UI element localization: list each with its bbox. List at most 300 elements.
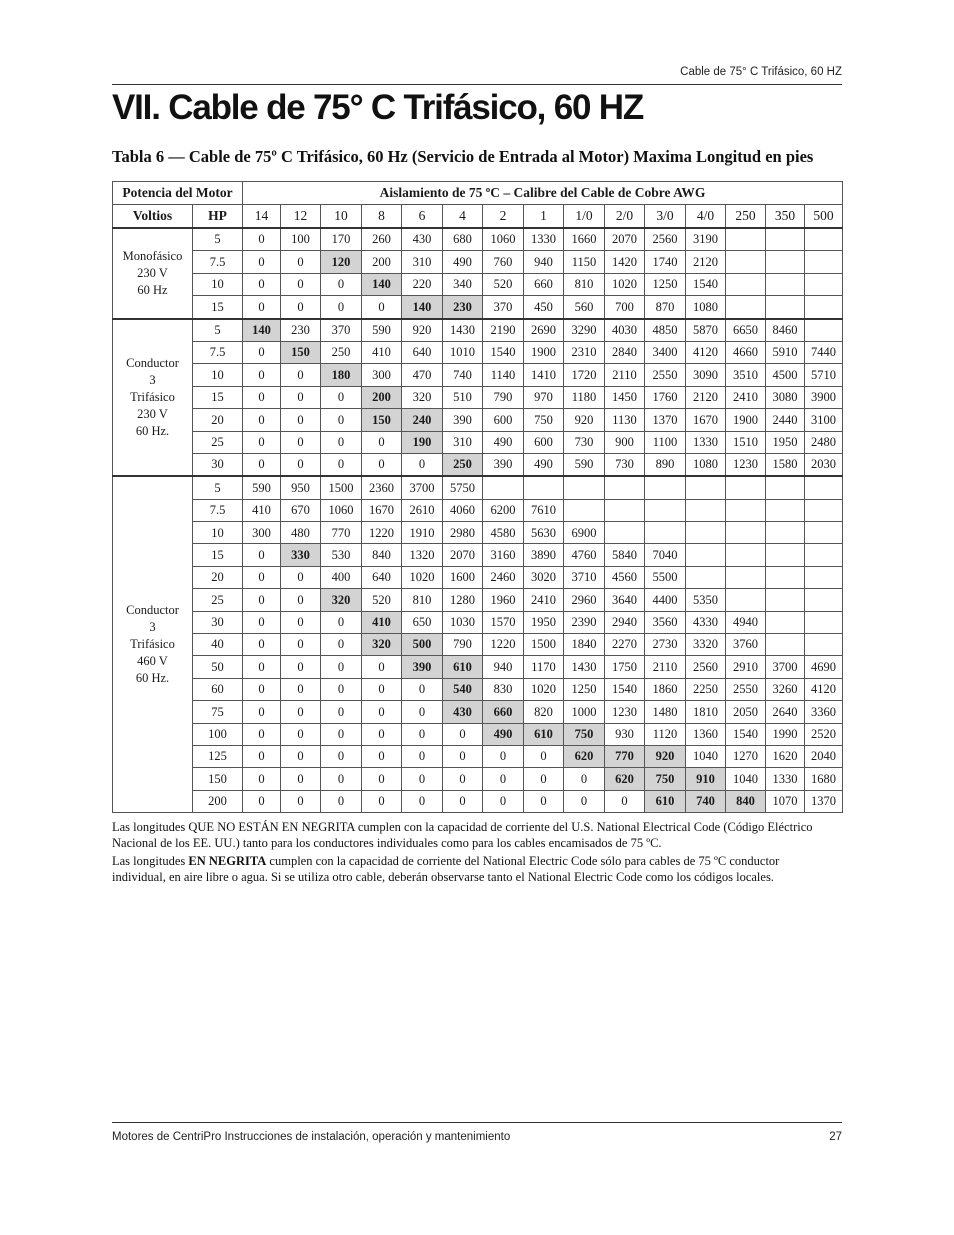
header-rule xyxy=(112,84,842,85)
length-cell: 3100 xyxy=(805,409,843,431)
length-cell: 0 xyxy=(281,409,321,431)
hp-cell: 25 xyxy=(193,589,243,611)
table-row xyxy=(113,723,843,745)
length-cell: 1540 xyxy=(726,723,766,745)
length-cell: 0 xyxy=(321,678,362,700)
length-cell: 840 xyxy=(726,790,766,812)
header-gauge: 12 xyxy=(281,205,321,229)
length-cell: 3320 xyxy=(686,634,726,656)
length-cell: 530 xyxy=(321,544,362,566)
length-cell xyxy=(805,499,843,521)
length-cell xyxy=(686,544,726,566)
length-cell: 1140 xyxy=(483,364,524,386)
length-cell: 920 xyxy=(564,409,605,431)
length-cell: 660 xyxy=(524,273,564,295)
length-cell: 2030 xyxy=(805,453,843,476)
length-cell: 4030 xyxy=(605,319,645,342)
length-cell: 1860 xyxy=(645,678,686,700)
length-cell: 6200 xyxy=(483,499,524,521)
length-cell: 1670 xyxy=(362,499,402,521)
length-cell: 5350 xyxy=(686,589,726,611)
length-cell: 3400 xyxy=(645,341,686,363)
length-cell: 1040 xyxy=(686,745,726,767)
header-gauge: 2 xyxy=(483,205,524,229)
length-cell: 1480 xyxy=(645,701,686,723)
header-gauge: 8 xyxy=(362,205,402,229)
length-cell: 0 xyxy=(362,790,402,812)
note-not-bold: Las longitudes QUE NO ESTÁN EN NEGRITA cumplen con la capacidad de corriente del U.S. National Electrical Code (Código Eléctrico Nacional de los EE. UU.) tanto para los conductores individuales como para los cables encamisados de 75 ºC. xyxy=(112,820,813,850)
length-cell: 0 xyxy=(321,409,362,431)
length-cell: 920 xyxy=(645,745,686,767)
cable-length-table xyxy=(112,181,843,813)
header-gauge: 14 xyxy=(243,205,281,229)
length-cell: 0 xyxy=(243,768,281,790)
length-cell: 520 xyxy=(362,589,402,611)
table-title: Tabla 6 — Cable de 75º C Trifásico, 60 Hz (Servicio de Entrada al Motor) Maxima Longitud en pies xyxy=(112,147,814,166)
length-cell: 1320 xyxy=(402,544,443,566)
length-cell: 740 xyxy=(443,364,483,386)
length-cell: 0 xyxy=(281,566,321,588)
length-cell: 3890 xyxy=(524,544,564,566)
running-header: Cable de 75° C Trifásico, 60 HZ xyxy=(680,66,842,78)
length-cell: 390 xyxy=(443,409,483,431)
length-cell: 760 xyxy=(483,251,524,273)
length-cell: 1500 xyxy=(524,634,564,656)
length-cell: 1020 xyxy=(524,678,564,700)
length-cell: 0 xyxy=(321,768,362,790)
length-cell: 620 xyxy=(564,745,605,767)
length-cell: 590 xyxy=(243,476,281,499)
length-cell: 810 xyxy=(564,273,605,295)
length-cell xyxy=(766,611,805,633)
length-cell: 5630 xyxy=(524,522,564,544)
length-cell: 910 xyxy=(686,768,726,790)
length-cell: 0 xyxy=(321,453,362,476)
length-cell: 1950 xyxy=(524,611,564,633)
length-cell xyxy=(726,251,766,273)
length-cell: 410 xyxy=(362,611,402,633)
footer-rule xyxy=(112,1122,842,1123)
length-cell: 3700 xyxy=(766,656,805,678)
length-cell: 1740 xyxy=(645,251,686,273)
length-cell: 150 xyxy=(362,409,402,431)
length-cell: 940 xyxy=(483,656,524,678)
length-cell: 0 xyxy=(483,790,524,812)
length-cell: 2840 xyxy=(605,341,645,363)
hp-cell: 10 xyxy=(193,273,243,295)
length-cell xyxy=(605,476,645,499)
length-cell: 200 xyxy=(362,386,402,408)
length-cell: 150 xyxy=(281,341,321,363)
hp-cell: 100 xyxy=(193,723,243,745)
length-cell: 0 xyxy=(243,589,281,611)
length-cell: 1540 xyxy=(483,341,524,363)
length-cell xyxy=(726,228,766,251)
length-cell xyxy=(726,476,766,499)
length-cell: 4580 xyxy=(483,522,524,544)
length-cell: 400 xyxy=(321,566,362,588)
length-cell: 0 xyxy=(243,453,281,476)
length-cell: 0 xyxy=(402,768,443,790)
length-cell: 2550 xyxy=(726,678,766,700)
length-cell: 0 xyxy=(243,701,281,723)
table-row xyxy=(113,273,843,295)
length-cell: 5910 xyxy=(766,341,805,363)
length-cell: 600 xyxy=(483,409,524,431)
hp-cell: 5 xyxy=(193,476,243,499)
length-cell: 3290 xyxy=(564,319,605,342)
length-cell xyxy=(726,544,766,566)
hp-cell: 7.5 xyxy=(193,499,243,521)
length-cell: 2610 xyxy=(402,499,443,521)
length-cell: 1010 xyxy=(443,341,483,363)
length-cell: 2190 xyxy=(483,319,524,342)
length-cell: 1060 xyxy=(483,228,524,251)
hp-cell: 150 xyxy=(193,768,243,790)
length-cell: 370 xyxy=(483,296,524,319)
length-cell: 1910 xyxy=(402,522,443,544)
length-cell: 0 xyxy=(362,296,402,319)
length-cell xyxy=(645,476,686,499)
length-cell: 590 xyxy=(362,319,402,342)
length-cell: 480 xyxy=(281,522,321,544)
length-cell: 0 xyxy=(281,634,321,656)
length-cell: 140 xyxy=(243,319,281,342)
length-cell: 1060 xyxy=(321,499,362,521)
length-cell: 0 xyxy=(362,453,402,476)
length-cell: 4760 xyxy=(564,544,605,566)
length-cell: 0 xyxy=(362,701,402,723)
length-cell xyxy=(766,273,805,295)
length-cell: 820 xyxy=(524,701,564,723)
length-cell: 1720 xyxy=(564,364,605,386)
length-cell xyxy=(766,522,805,544)
length-cell xyxy=(805,611,843,633)
section-title: VII. Cable de 75° C Trifásico, 60 HZ xyxy=(112,88,644,127)
length-cell: 310 xyxy=(402,251,443,273)
length-cell: 2520 xyxy=(805,723,843,745)
length-cell: 1330 xyxy=(686,431,726,453)
length-cell: 2460 xyxy=(483,566,524,588)
length-cell: 1020 xyxy=(605,273,645,295)
length-cell: 470 xyxy=(402,364,443,386)
hp-cell: 30 xyxy=(193,453,243,476)
length-cell: 600 xyxy=(524,431,564,453)
length-cell: 0 xyxy=(243,544,281,566)
length-cell: 1250 xyxy=(564,678,605,700)
length-cell: 890 xyxy=(645,453,686,476)
header-gauge: 2/0 xyxy=(605,205,645,229)
length-cell: 1130 xyxy=(605,409,645,431)
length-cell: 0 xyxy=(321,790,362,812)
length-cell: 870 xyxy=(645,296,686,319)
header-gauge: 500 xyxy=(805,205,843,229)
header-insulation: Aislamiento de 75 ºC – Calibre del Cable de Cobre AWG xyxy=(243,182,843,205)
table-row xyxy=(113,319,843,342)
length-cell: 0 xyxy=(443,745,483,767)
length-cell: 2070 xyxy=(605,228,645,251)
length-cell: 170 xyxy=(321,228,362,251)
header-gauge: 4/0 xyxy=(686,205,726,229)
length-cell: 230 xyxy=(443,296,483,319)
length-cell: 840 xyxy=(362,544,402,566)
length-cell: 4940 xyxy=(726,611,766,633)
length-cell: 810 xyxy=(402,589,443,611)
length-cell xyxy=(805,296,843,319)
length-cell: 0 xyxy=(281,745,321,767)
length-cell: 610 xyxy=(645,790,686,812)
voltage-group-label: Monofásico 230 V 60 Hz xyxy=(113,228,193,319)
length-cell: 1030 xyxy=(443,611,483,633)
length-cell xyxy=(766,251,805,273)
hp-cell: 75 xyxy=(193,701,243,723)
length-cell: 2120 xyxy=(686,386,726,408)
header-gauge: 1/0 xyxy=(564,205,605,229)
header-motor-power: Potencia del Motor xyxy=(113,182,243,205)
table-row xyxy=(113,790,843,812)
length-cell: 490 xyxy=(483,723,524,745)
length-cell xyxy=(805,589,843,611)
length-cell: 0 xyxy=(281,273,321,295)
length-cell: 320 xyxy=(321,589,362,611)
length-cell: 0 xyxy=(281,768,321,790)
length-cell xyxy=(726,566,766,588)
length-cell xyxy=(805,566,843,588)
length-cell: 0 xyxy=(243,566,281,588)
length-cell: 0 xyxy=(243,273,281,295)
length-cell: 0 xyxy=(281,296,321,319)
length-cell xyxy=(766,476,805,499)
length-cell: 4850 xyxy=(645,319,686,342)
length-cell: 0 xyxy=(362,431,402,453)
length-cell: 4060 xyxy=(443,499,483,521)
length-cell: 410 xyxy=(243,499,281,521)
table-row xyxy=(113,544,843,566)
length-cell: 1020 xyxy=(402,566,443,588)
length-cell: 2480 xyxy=(805,431,843,453)
length-cell: 750 xyxy=(645,768,686,790)
length-cell: 2250 xyxy=(686,678,726,700)
footer-title: Motores de CentriPro Instrucciones de instalación, operación y mantenimiento xyxy=(112,1131,511,1143)
length-cell: 0 xyxy=(321,431,362,453)
length-cell: 0 xyxy=(321,745,362,767)
length-cell: 790 xyxy=(483,386,524,408)
length-cell: 1810 xyxy=(686,701,726,723)
table-row xyxy=(113,701,843,723)
length-cell: 8460 xyxy=(766,319,805,342)
length-cell: 250 xyxy=(321,341,362,363)
length-cell: 1230 xyxy=(726,453,766,476)
length-cell: 4660 xyxy=(726,341,766,363)
length-cell: 0 xyxy=(243,296,281,319)
length-cell: 1950 xyxy=(766,431,805,453)
length-cell xyxy=(766,589,805,611)
length-cell: 1960 xyxy=(483,589,524,611)
table-row xyxy=(113,251,843,273)
length-cell xyxy=(686,522,726,544)
length-cell xyxy=(726,296,766,319)
length-cell: 0 xyxy=(281,723,321,745)
table-row xyxy=(113,499,843,521)
length-cell: 1070 xyxy=(766,790,805,812)
note-bold xyxy=(112,853,832,885)
hp-cell: 10 xyxy=(193,364,243,386)
length-cell: 620 xyxy=(605,768,645,790)
length-cell: 1900 xyxy=(726,409,766,431)
length-cell: 0 xyxy=(443,723,483,745)
length-cell: 0 xyxy=(321,656,362,678)
length-cell: 3020 xyxy=(524,566,564,588)
hp-cell: 200 xyxy=(193,790,243,812)
table-row xyxy=(113,634,843,656)
header-voltios: Voltios xyxy=(113,205,193,229)
table-row xyxy=(113,341,843,363)
length-cell: 2070 xyxy=(443,544,483,566)
length-cell: 0 xyxy=(443,790,483,812)
length-cell: 3360 xyxy=(805,701,843,723)
table-row xyxy=(113,589,843,611)
length-cell: 1100 xyxy=(645,431,686,453)
length-cell: 1510 xyxy=(726,431,766,453)
length-cell: 0 xyxy=(483,745,524,767)
length-cell: 0 xyxy=(402,745,443,767)
length-cell: 830 xyxy=(483,678,524,700)
hp-cell: 5 xyxy=(193,319,243,342)
length-cell: 240 xyxy=(402,409,443,431)
page-number: 27 xyxy=(829,1131,842,1143)
length-cell: 0 xyxy=(362,656,402,678)
length-cell: 560 xyxy=(564,296,605,319)
length-cell: 540 xyxy=(443,678,483,700)
length-cell xyxy=(726,499,766,521)
length-cell: 0 xyxy=(281,611,321,633)
length-cell: 0 xyxy=(243,656,281,678)
length-cell: 1330 xyxy=(766,768,805,790)
length-cell xyxy=(805,228,843,251)
length-cell: 2940 xyxy=(605,611,645,633)
length-cell: 2270 xyxy=(605,634,645,656)
length-cell: 6650 xyxy=(726,319,766,342)
hp-cell: 125 xyxy=(193,745,243,767)
length-cell: 1370 xyxy=(645,409,686,431)
length-cell: 230 xyxy=(281,319,321,342)
voltage-group-label: Conductor 3 Trifásico 460 V 60 Hz. xyxy=(113,476,193,812)
table-row xyxy=(113,364,843,386)
length-cell xyxy=(805,273,843,295)
length-cell: 640 xyxy=(402,341,443,363)
length-cell: 1500 xyxy=(321,476,362,499)
length-cell: 0 xyxy=(243,678,281,700)
length-cell: 5750 xyxy=(443,476,483,499)
length-cell: 500 xyxy=(402,634,443,656)
length-cell: 1170 xyxy=(524,656,564,678)
length-cell xyxy=(726,273,766,295)
length-cell: 0 xyxy=(362,723,402,745)
length-cell: 0 xyxy=(281,701,321,723)
length-cell: 3700 xyxy=(402,476,443,499)
length-cell: 390 xyxy=(402,656,443,678)
length-cell: 0 xyxy=(362,768,402,790)
length-cell: 7040 xyxy=(645,544,686,566)
length-cell: 0 xyxy=(281,431,321,453)
length-cell: 0 xyxy=(564,768,605,790)
length-cell: 2110 xyxy=(645,656,686,678)
note-bold-emphasis: EN NEGRITA xyxy=(188,854,267,868)
length-cell: 450 xyxy=(524,296,564,319)
length-cell: 340 xyxy=(443,273,483,295)
hp-cell: 15 xyxy=(193,296,243,319)
table-row xyxy=(113,476,843,499)
length-cell: 490 xyxy=(443,251,483,273)
length-cell: 2640 xyxy=(766,701,805,723)
length-cell: 1680 xyxy=(805,768,843,790)
length-cell: 0 xyxy=(243,228,281,251)
hp-cell: 5 xyxy=(193,228,243,251)
note-bold-prefix: Las longitudes xyxy=(112,854,189,868)
length-cell: 320 xyxy=(362,634,402,656)
length-cell: 260 xyxy=(362,228,402,251)
length-cell: 670 xyxy=(281,499,321,521)
length-cell: 390 xyxy=(483,453,524,476)
length-cell: 0 xyxy=(321,723,362,745)
length-cell: 3160 xyxy=(483,544,524,566)
table-row xyxy=(113,296,843,319)
length-cell: 2040 xyxy=(805,745,843,767)
length-cell: 1660 xyxy=(564,228,605,251)
length-cell: 1430 xyxy=(443,319,483,342)
length-cell: 0 xyxy=(243,251,281,273)
length-cell: 300 xyxy=(243,522,281,544)
hp-cell: 15 xyxy=(193,544,243,566)
length-cell: 7610 xyxy=(524,499,564,521)
length-cell: 430 xyxy=(402,228,443,251)
length-cell: 0 xyxy=(243,723,281,745)
length-cell: 0 xyxy=(483,768,524,790)
table-row xyxy=(113,768,843,790)
hp-cell: 15 xyxy=(193,386,243,408)
length-cell: 6900 xyxy=(564,522,605,544)
length-cell xyxy=(605,522,645,544)
table-row xyxy=(113,228,843,251)
length-cell: 1120 xyxy=(645,723,686,745)
hp-cell: 20 xyxy=(193,566,243,588)
length-cell: 0 xyxy=(281,790,321,812)
length-cell: 1180 xyxy=(564,386,605,408)
length-cell: 1250 xyxy=(645,273,686,295)
length-cell: 0 xyxy=(243,634,281,656)
length-cell: 0 xyxy=(524,768,564,790)
length-cell xyxy=(645,522,686,544)
length-cell: 640 xyxy=(362,566,402,588)
length-cell: 0 xyxy=(524,745,564,767)
length-cell: 4500 xyxy=(766,364,805,386)
length-cell xyxy=(766,566,805,588)
length-cell: 1230 xyxy=(605,701,645,723)
length-cell: 0 xyxy=(243,409,281,431)
hp-cell: 30 xyxy=(193,611,243,633)
length-cell xyxy=(805,251,843,273)
length-cell: 2310 xyxy=(564,341,605,363)
header-gauge: 250 xyxy=(726,205,766,229)
table-row xyxy=(113,431,843,453)
length-cell xyxy=(686,499,726,521)
length-cell: 0 xyxy=(402,453,443,476)
header-gauge: 10 xyxy=(321,205,362,229)
length-cell: 0 xyxy=(402,790,443,812)
length-cell: 1410 xyxy=(524,364,564,386)
length-cell: 1450 xyxy=(605,386,645,408)
length-cell: 1000 xyxy=(564,701,605,723)
